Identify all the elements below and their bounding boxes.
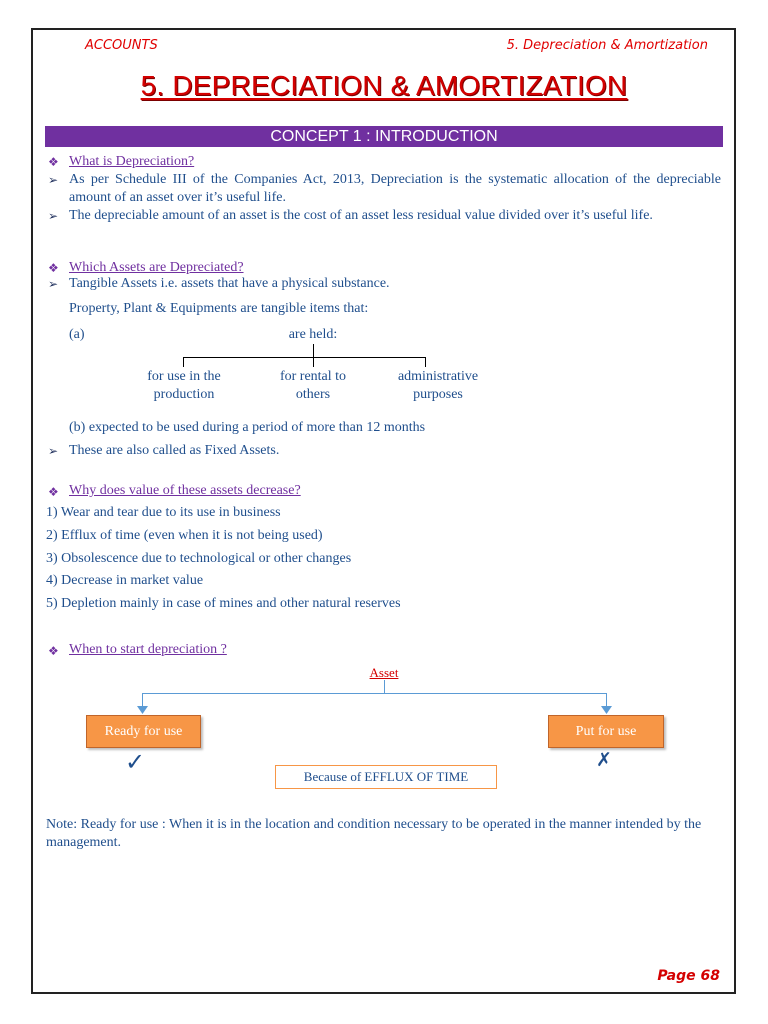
arrow-bullet-icon: ➢ <box>48 209 59 223</box>
list-item: 4) Decrease in market value <box>46 573 204 588</box>
diamond-bullet-icon: ❖ <box>48 644 59 658</box>
tree-connector <box>183 357 184 367</box>
page-title: 5. DEPRECIATION & AMORTIZATION <box>140 70 628 101</box>
list-item: 5) Depletion mainly in case of mines and other natural reserves <box>46 596 401 611</box>
cross-icon: ✗ <box>596 749 612 771</box>
tree-connector <box>425 357 426 367</box>
tree-connector <box>313 344 314 358</box>
question-which-assets: Which Assets are Depreciated? <box>69 260 244 275</box>
flow-connector <box>384 680 385 694</box>
page-number: Page 68 <box>657 968 720 984</box>
header-subject: ACCOUNTS <box>85 38 158 53</box>
depreciable-amount-text: The depreciable amount of an asset is the cost of an asset less residual value divided over it’s useful life. <box>69 208 653 223</box>
question-what-is-depreciation: What is Depreciation? <box>69 154 195 169</box>
tree-connector <box>313 357 314 367</box>
ready-for-use-box: Ready for use <box>86 715 201 748</box>
arrow-bullet-icon: ➢ <box>48 173 59 187</box>
fixed-assets-text: These are also called as Fixed Assets. <box>69 443 280 458</box>
branch-rental: for rental to others <box>279 369 347 402</box>
list-item: 2) Efflux of time (even when it is not being used) <box>46 528 323 543</box>
list-item: 1) Wear and tear due to its use in business <box>46 505 281 520</box>
diamond-bullet-icon: ❖ <box>48 485 59 499</box>
arrow-bullet-icon: ➢ <box>48 444 59 458</box>
diamond-bullet-icon: ❖ <box>48 155 59 169</box>
tree-connector <box>183 357 426 358</box>
list-item: 3) Obsolescence due to technological or other changes <box>46 551 352 566</box>
held-label: are held: <box>288 327 338 342</box>
check-icon: ✓ <box>125 748 146 776</box>
efflux-box: Because of EFFLUX OF TIME <box>275 765 497 789</box>
tangible-assets-text: Tangible Assets i.e. assets that have a physical substance. <box>69 276 390 291</box>
concept-heading: CONCEPT 1 : INTRODUCTION <box>45 126 723 147</box>
item-a-label: (a) <box>69 327 85 342</box>
header-chapter: 5. Depreciation & Amortization <box>506 38 708 53</box>
flow-connector <box>142 693 607 694</box>
diamond-bullet-icon: ❖ <box>48 261 59 275</box>
branch-production: for use in the production <box>147 369 221 402</box>
ppe-text: Property, Plant & Equipments are tangible items that: <box>69 301 369 316</box>
definition-text: As per Schedule III of the Companies Act, 2013, Depreciation is the systematic allocation of the depreciable amount of an asset over it’s useful life. <box>69 172 721 205</box>
question-why-decrease: Why does value of these assets decrease? <box>69 483 301 498</box>
question-when-start: When to start depreciation ? <box>69 642 227 657</box>
asset-label: Asset <box>369 665 399 680</box>
put-for-use-box: Put for use <box>548 715 664 748</box>
arrow-down-icon <box>601 706 612 715</box>
branch-administrative: administrative purposes <box>397 369 479 402</box>
arrow-down-icon <box>137 706 148 715</box>
note-text: Note: Ready for use : When it is in the location and condition necessary to be operated in the manner intended by the management. <box>46 817 702 850</box>
item-b-text: (b) expected to be used during a period of more than 12 months <box>69 420 426 435</box>
arrow-bullet-icon: ➢ <box>48 277 59 291</box>
